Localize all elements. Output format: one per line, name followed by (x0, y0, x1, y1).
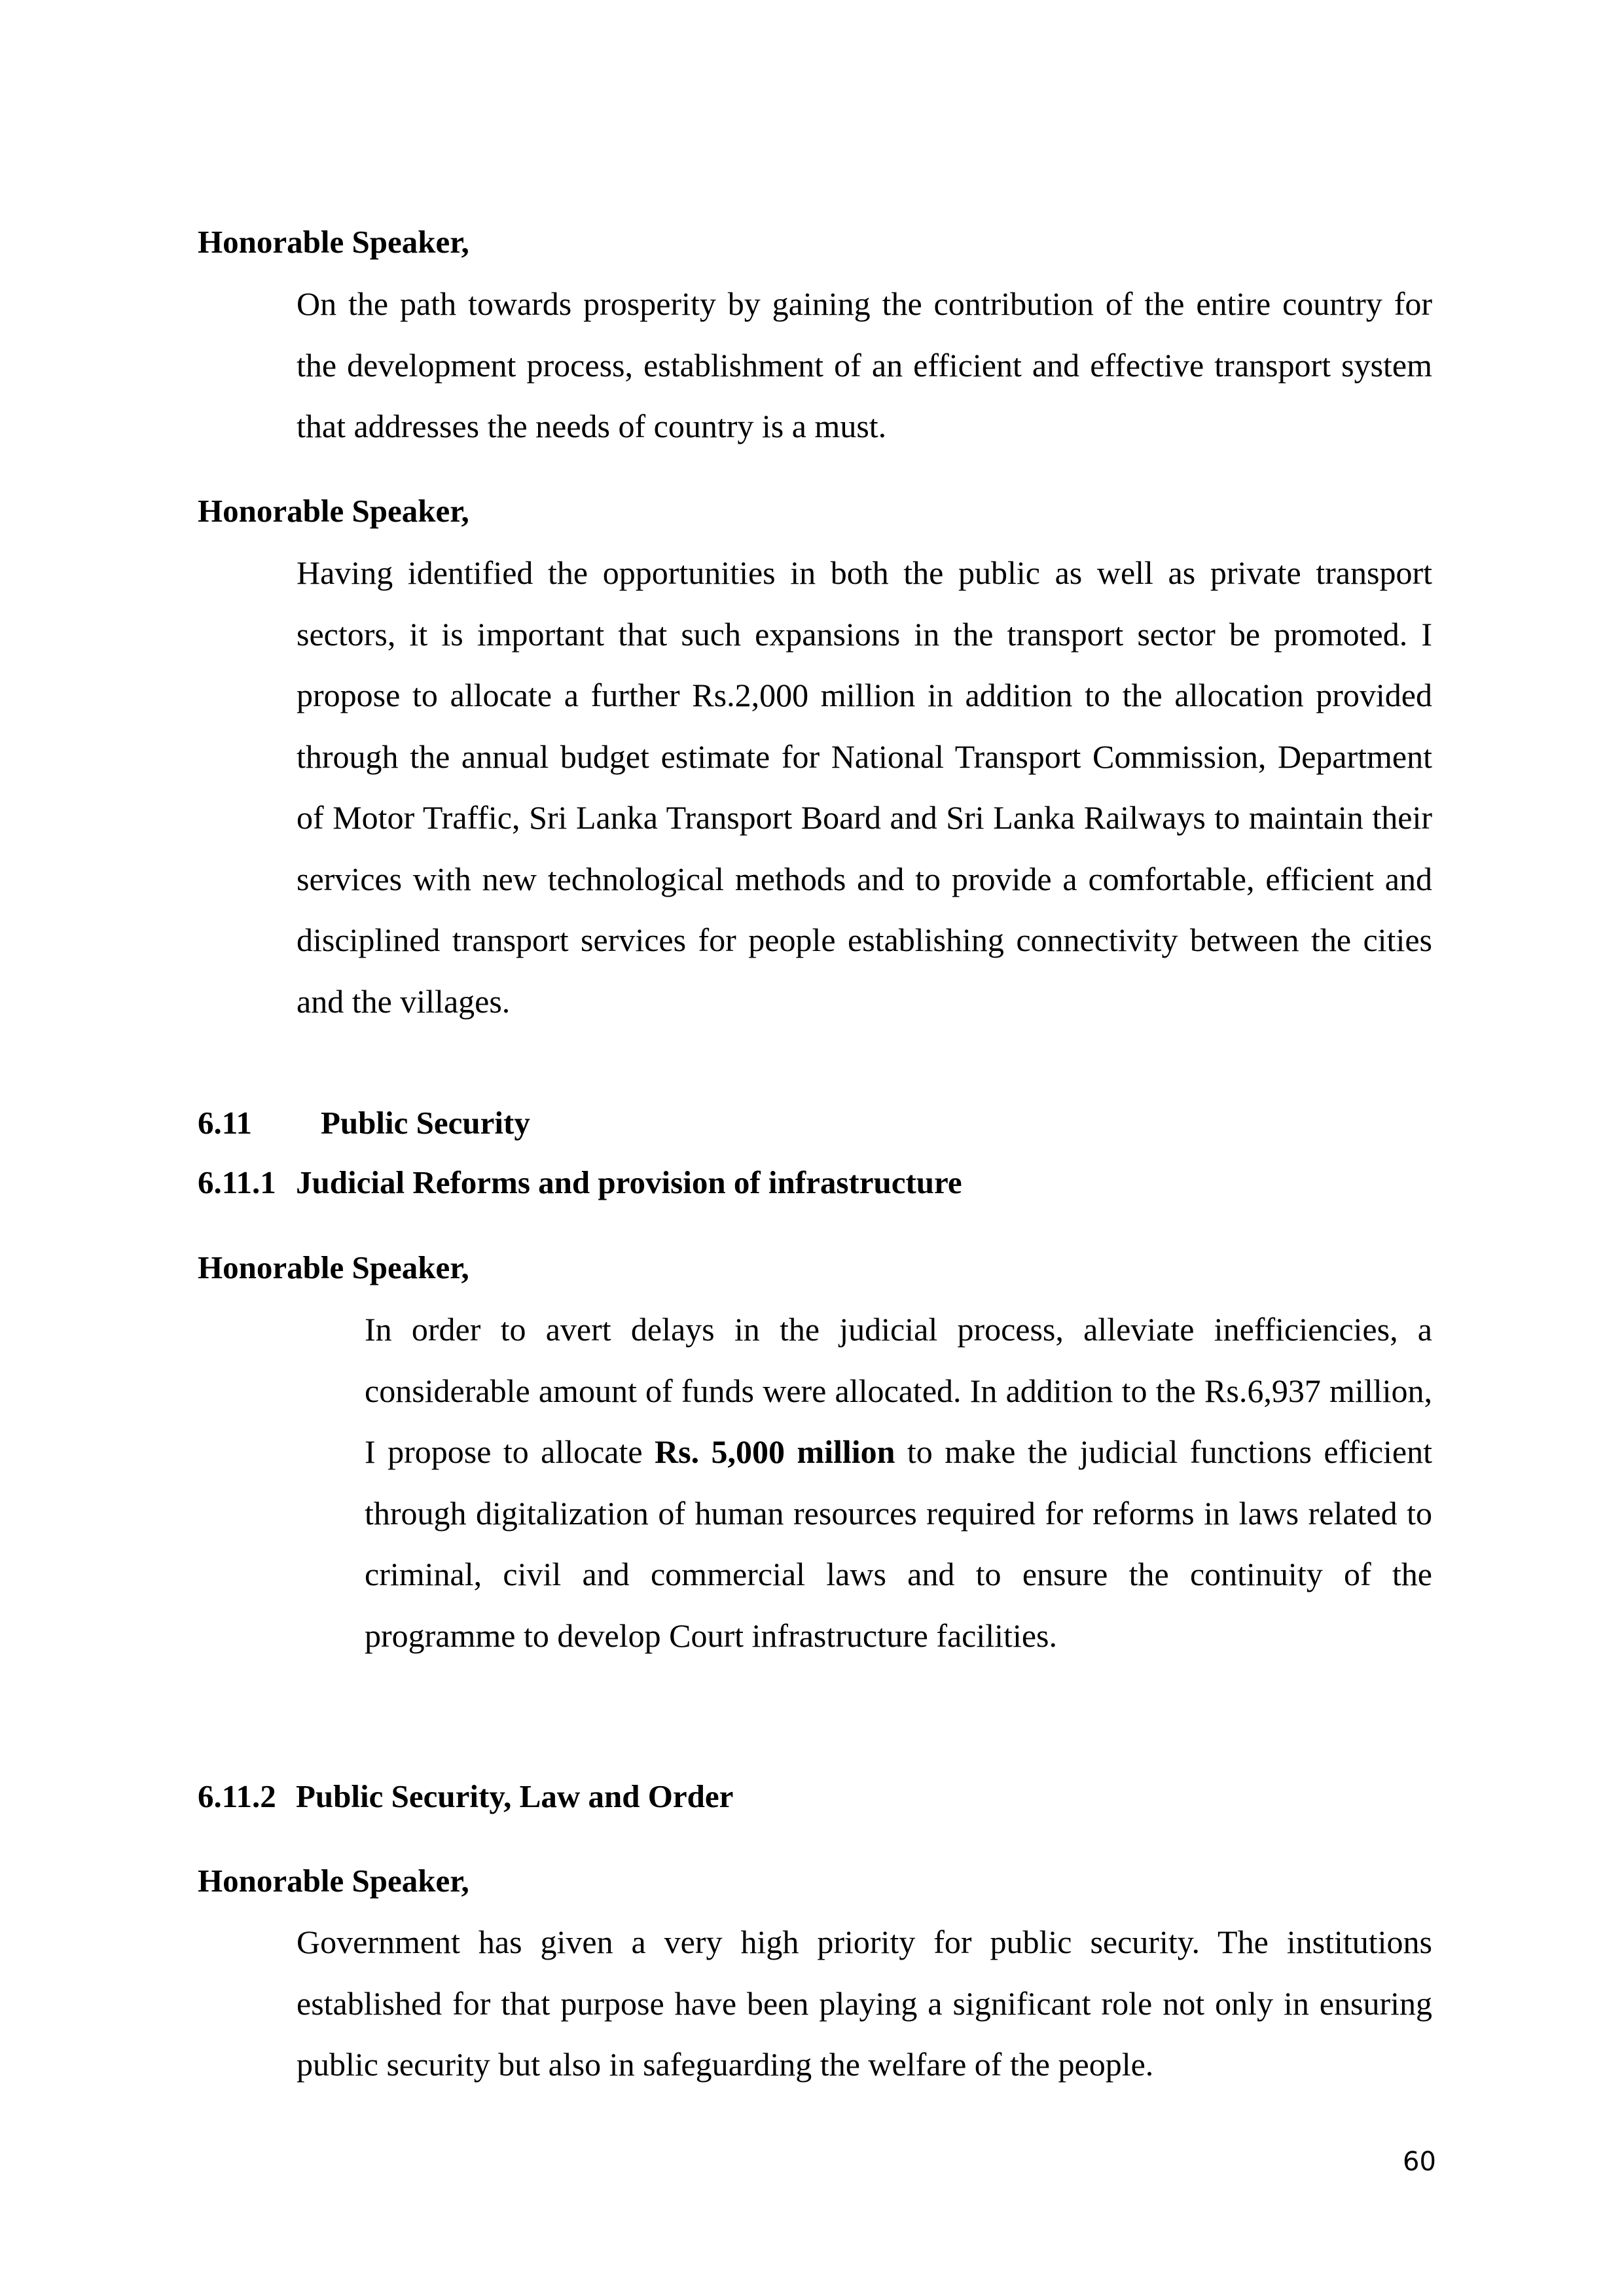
speaker-salutation: Honorable Speaker, (198, 224, 469, 260)
section-title: Public Security, Law and Order (296, 1778, 734, 1814)
section-number: 6.11.2 (198, 1778, 276, 1814)
paragraph-judicial-reforms (365, 1299, 1432, 1666)
paragraph-transport-allocation: Having identified the opportunities in both the public as well as private transport sectors, it is important that such expansions in the transport sector be promoted. I propose to allocate a further Rs.2,000 million in addition to the allocation provided through the annual budget estimate for National Transport Commission, Department of Motor Traffic, Sri Lanka Transport Board and Sri Lanka Railways to maintain their services with new technological methods and to provide a comfortable, efficient and disciplined transport services for people establishing connectivity between the cities and the villages. (297, 554, 1432, 1020)
paragraph-public-security: Government has given a very high priority for public security. The institutions established for that purpose have been playing a significant role not only in ensuring public security but also in safeguarding the welfare of the people. (297, 1924, 1432, 2083)
section-heading-6-11-1 (198, 1163, 962, 1202)
speaker-salutation: Honorable Speaker, (198, 1863, 469, 1899)
section-heading-6-11 (198, 1103, 530, 1143)
section-title: Judicial Reforms and provision of infrastructure (296, 1164, 962, 1200)
section-heading-6-11-2 (198, 1777, 733, 1816)
section-number: 6.11 (198, 1105, 253, 1141)
paragraph-transport-intro: On the path towards prosperity by gaining the contribution of the entire country for the development process, establishment of an efficient and effective transport system that addresses the needs of country is a must. (297, 285, 1432, 444)
paragraph-text: In order to avert delays in the judicial process, alleviate inefficiencies, a considerable amount of funds were allocated. In addition to the Rs.6,937 million, I propose to allocate (365, 1311, 1432, 1470)
speaker-salutation: Honorable Speaker, (198, 1249, 469, 1285)
section-number: 6.11.1 (198, 1164, 276, 1200)
paragraph-text: to make the judicial functions efficient through digitalization of human resources required for reforms in laws related to criminal, civil and commercial laws and to ensure the continuity of the programme to develop Court infrastructure facilities. (365, 1433, 1432, 1654)
speaker-salutation: Honorable Speaker, (198, 493, 469, 529)
page-number: 60 (1403, 2147, 1436, 2177)
allocation-amount: Rs. 5,000 million (655, 1433, 895, 1470)
section-title: Public Security (321, 1105, 530, 1141)
